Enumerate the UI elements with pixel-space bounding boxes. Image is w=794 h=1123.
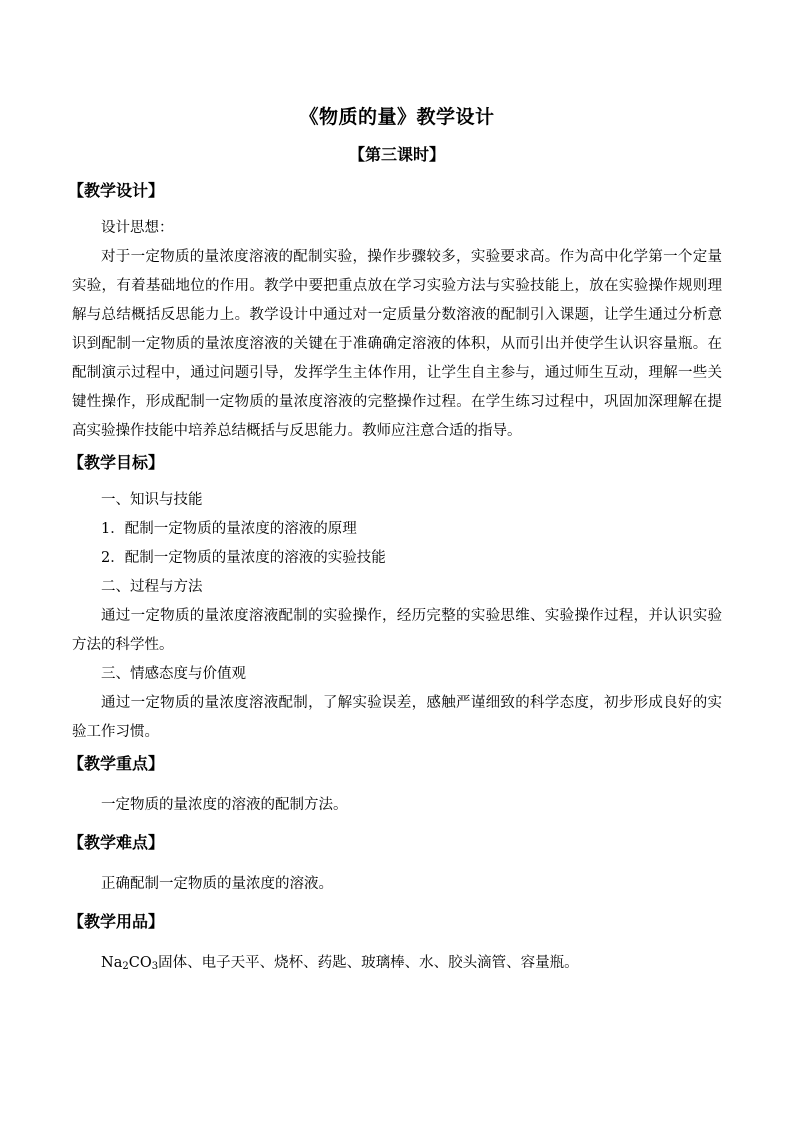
section-heading-key-point: 【教学重点】 xyxy=(68,754,165,773)
section-heading-materials: 【教学用品】 xyxy=(68,912,165,931)
goal-knowledge-item-2: 2．配制一定物质的量浓度的溶液的实验技能 xyxy=(101,550,386,566)
design-thought-label: 设计思想： xyxy=(101,220,174,236)
difficulty-body: 正确配制一定物质的量浓度的溶液。 xyxy=(101,876,333,892)
goal-attitude-body: 通过一定物质的量浓度溶液配制，了解实验误差，感触严谨细致的科学态度，初步形成良好的实验工作习惯。 xyxy=(72,695,722,740)
goal-process-body: 通过一定物质的量浓度溶液配制的实验操作，经历完整的实验思维、实验操作过程，并认识实验方法的科学性。 xyxy=(72,608,722,653)
materials-body xyxy=(72,949,722,981)
goal-knowledge-title: 一、知识与技能 xyxy=(101,492,203,508)
document-page xyxy=(68,100,722,981)
formula-na-subscript: 2 xyxy=(122,961,129,972)
formula-na: Na xyxy=(101,955,123,971)
design-thought-body: 对于一定物质的量浓度溶液的配制实验，操作步骤较多，实验要求高。作为高中化学第一个定量实验，有着基础地位的作用。教学中要把重点放在学习实验方法与实验技能上，放在实验操作规则理解与总结概括反思能力上。教学设计中通过对一定质量分数溶液的配制引入课题，让学生通过分析意识到配制一定物质的量浓度溶液的关键在于准确确定溶液的体积，从而引出并使学生认识容量瓶。在配制演示过程中，通过问题引导，发挥学生主体作用，让学生自主参与，通过师生互动，理解一些关键性操作，形成配制一定物质的量浓度溶液的完整操作过程。在学生练习过程中，巩固加深理解在提高实验操作技能中培养总结概括与反思能力。教师应注意合适的指导。 xyxy=(72,249,722,439)
document-subtitle: 【第三课时】 xyxy=(348,145,445,164)
section-heading-goals: 【教学目标】 xyxy=(68,453,165,472)
key-point-body: 一定物质的量浓度的溶液的配制方法。 xyxy=(101,797,348,813)
document-title: 《物质的量》教学设计 xyxy=(299,106,495,128)
formula-co-subscript: 3 xyxy=(151,961,159,972)
section-heading-design: 【教学设计】 xyxy=(68,181,165,200)
goal-knowledge-item-1: 1．配制一定物质的量浓度的溶液的原理 xyxy=(101,521,357,537)
goal-attitude-title: 三、情感态度与价值观 xyxy=(101,666,246,682)
materials-list: 固体、电子天平、烧杯、药匙、玻璃棒、水、胶头滴管、容量瓶。 xyxy=(158,955,579,971)
formula-co: CO xyxy=(128,955,152,971)
goal-process-title: 二、过程与方法 xyxy=(101,579,203,595)
section-heading-difficulty: 【教学难点】 xyxy=(68,833,165,852)
